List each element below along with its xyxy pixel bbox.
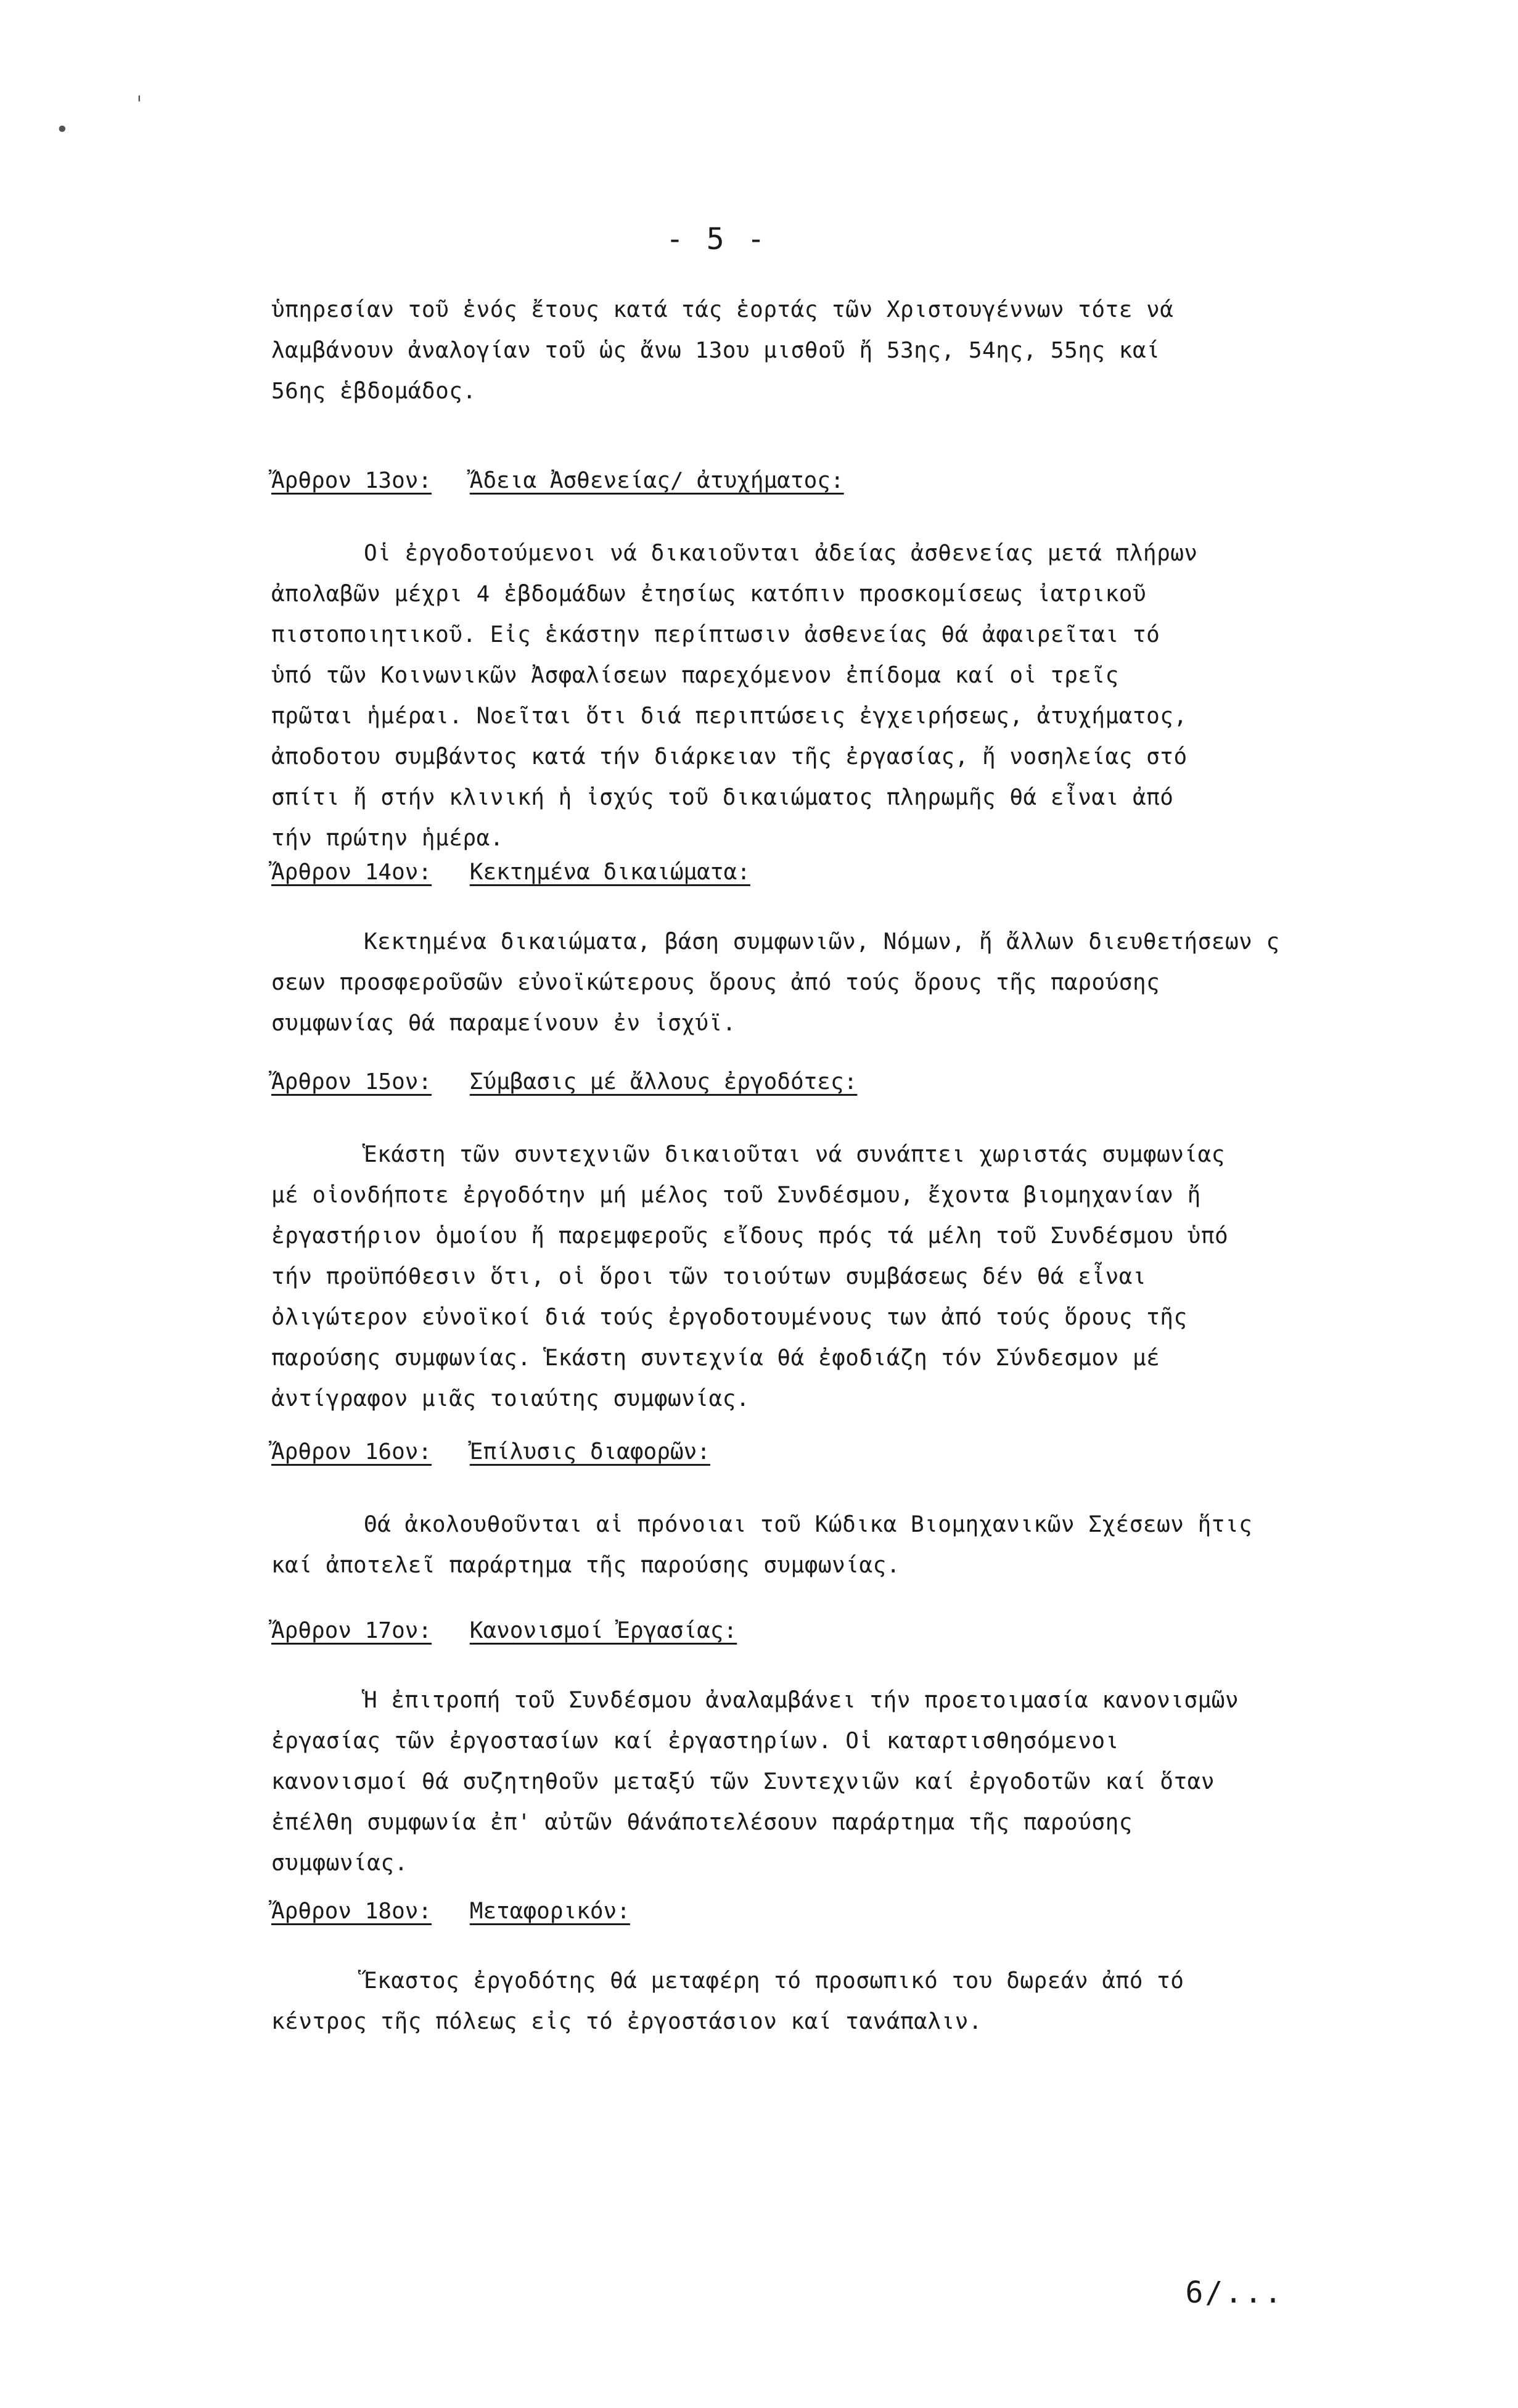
text-line: λαμβάνουν ἀναλογίαν τοῦ ὡς ἄνω 13ου μισθοῦ ἤ 53ης, 54ης, 55ης καί — [271, 338, 1160, 363]
article-title: Ἄδεια Ἀσθενείας/ ἀτυχήματος: — [469, 468, 844, 493]
article-title: Σύμβασις μέ ἄλλους ἐργοδότες: — [469, 1069, 858, 1095]
article-label: Ἄρθρον 16ον: — [271, 1439, 432, 1465]
article-15-heading — [271, 1064, 857, 1101]
article-17-body — [271, 1680, 1332, 1884]
text-line: ὑπηρεσίαν τοῦ ἑνός ἔτους κατά τάς ἑορτάς τῶν Χριστουγέννων τότε νά — [271, 297, 1174, 323]
article-label: Ἄρθρον 17ον: — [271, 1618, 432, 1643]
text-line: παρούσης συμφωνίας. Ἑκάστη συντεχνία θά ἐφοδιάζη τόν Σύνδεσμον μέ — [271, 1346, 1160, 1371]
article-17-heading — [271, 1613, 737, 1650]
text-line: ἀποδοτου συμβάντος κατά τήν διάρκειαν τῆς ἐργασίας, ἤ νοσηλείας στό — [271, 744, 1188, 770]
article-label: Ἄρθρον 14ον: — [271, 860, 432, 885]
scan-speck-icon: • — [55, 117, 69, 142]
text-line: Θά ἀκολουθοῦνται αἱ πρόνοιαι τοῦ Κώδικα Βιομηχανικῶν Σχέσεων ἥτις — [364, 1512, 1253, 1537]
article-13-body — [271, 533, 1332, 859]
text-line: σεων προσφεροῦσῶν εὐνοϊκώτερους ὅρους ἀπό τούς ὅρους τῆς παρούσης — [271, 970, 1160, 995]
article-15-body — [271, 1135, 1332, 1420]
text-line: Ἕκαστος ἐργοδότης θά μεταφέρη τό προσωπικό του δωρεάν ἀπό τό — [364, 1968, 1184, 1994]
text-line: πιστοποιητικοῦ. Εἰς ἑκάστην περίπτωσιν ἀσθενείας θά ἀφαιρεῖται τό — [271, 622, 1160, 647]
text-line: ὑπό τῶν Κοινωνικῶν Ἀσφαλίσεων παρεχόμενον ἐπίδομα καί οἱ τρεῖς — [271, 663, 1119, 688]
article-16-body — [271, 1505, 1332, 1586]
article-label: Ἄρθρον 15ον: — [271, 1069, 432, 1095]
article-title: Κανονισμοί Ἐργασίας: — [469, 1618, 737, 1643]
text-line: ἐργαστήριον ὁμοίου ἤ παρεμφεροῦς εἴδους πρός τά μέλη τοῦ Συνδέσμου ὑπό — [271, 1223, 1229, 1249]
text-line: ἐργασίας τῶν ἐργοστασίων καί ἐργαστηρίων. Οἱ καταρτισθησόμενοι — [271, 1728, 1119, 1754]
text-line: Ἡ ἐπιτροπή τοῦ Συνδέσμου ἀναλαμβάνει τήν προετοιμασία κανονισμῶν — [364, 1688, 1239, 1713]
article-16-heading — [271, 1434, 710, 1471]
text-line: ὀλιγώτερον εὐνοϊκοί διά τούς ἐργοδοτουμένους των ἀπό τούς ὅρους τῆς — [271, 1305, 1188, 1330]
text-line: συμφωνίας θά παραμείνουν ἐν ἰσχύϊ. — [271, 1011, 736, 1036]
text-line: κανονισμοί θά συζητηθοῦν μεταξύ τῶν Συντεχνιῶν καί ἐργοδοτῶν καί ὅταν — [271, 1769, 1215, 1794]
text-line: μέ οἱονδήποτε ἐργοδότην μή μέλος τοῦ Συνδέσμου, ἔχοντα βιομηχανίαν ἤ — [271, 1183, 1201, 1208]
text-line: τήν προϋπόθεσιν ὅτι, οἱ ὅροι τῶν τοιούτων συμβάσεως δέν θά εἶναι — [271, 1264, 1147, 1289]
article-title: Ἐπίλυσις διαφορῶν: — [469, 1439, 710, 1465]
text-line: Οἱ ἐργοδοτούμενοι νά δικαιοῦνται ἀδείας ἀσθενείας μετά πλήρων — [364, 541, 1198, 566]
intro-paragraph — [271, 290, 1332, 412]
continuation-marker: 6/... — [1185, 2275, 1284, 2310]
article-label: Ἄρθρον 13ον: — [271, 468, 432, 493]
text-line: 56ης ἑβδομάδος. — [271, 379, 477, 404]
text-line: τήν πρώτην ἡμέρα. — [271, 826, 504, 851]
text-line: καί ἀποτελεῖ παράρτημα τῆς παρούσης συμφωνίας. — [271, 1553, 900, 1578]
article-18-heading — [271, 1893, 630, 1930]
text-line: ἀπολαβῶν μέχρι 4 ἑβδομάδων ἐτησίως κατόπιν προσκομίσεως ἰατρικοῦ — [271, 581, 1147, 607]
text-line: ἐπέλθη συμφωνία ἐπ' αὐτῶν θάνάποτελέσουν παράρτημα τῆς παρούσης — [271, 1810, 1133, 1835]
text-line: Κεκτημένα δικαιώματα, βάση συμφωνιῶν, Νόμων, ἤ ἄλλων διευθετήσεων ς — [364, 929, 1280, 955]
text-line: ἀντίγραφον μιᾶς τοιαύτης συμφωνίας. — [271, 1386, 750, 1412]
article-13-heading — [271, 462, 844, 499]
article-label: Ἄρθρον 18ον: — [271, 1899, 432, 1924]
text-line: πρῶται ἡμέραι. Νοεῖται ὅτι διά περιπτώσεις ἐγχειρήσεως, ἀτυχήματος, — [271, 704, 1188, 729]
text-line: συμφωνίας. — [271, 1851, 408, 1876]
text-line: κέντρος τῆς πόλεως εἰς τό ἐργοστάσιον καί τανάπαλιν. — [271, 2009, 983, 2034]
article-18-body — [271, 1961, 1332, 2042]
scan-speck-icon: ˈ — [133, 92, 146, 118]
page-number: - 5 - — [666, 222, 768, 257]
article-14-heading — [271, 854, 750, 891]
article-14-body — [271, 922, 1332, 1044]
article-title: Μεταφορικόν: — [469, 1899, 630, 1924]
article-title: Κεκτημένα δικαιώματα: — [469, 860, 750, 885]
text-line: Ἑκάστη τῶν συντεχνιῶν δικαιοῦται νά συνάπτει χωριστάς συμφωνίας — [364, 1142, 1225, 1167]
text-line: σπίτι ἤ στήν κλινική ἡ ἰσχύς τοῦ δικαιώματος πληρωμῆς θά εἶναι ἀπό — [271, 785, 1174, 810]
